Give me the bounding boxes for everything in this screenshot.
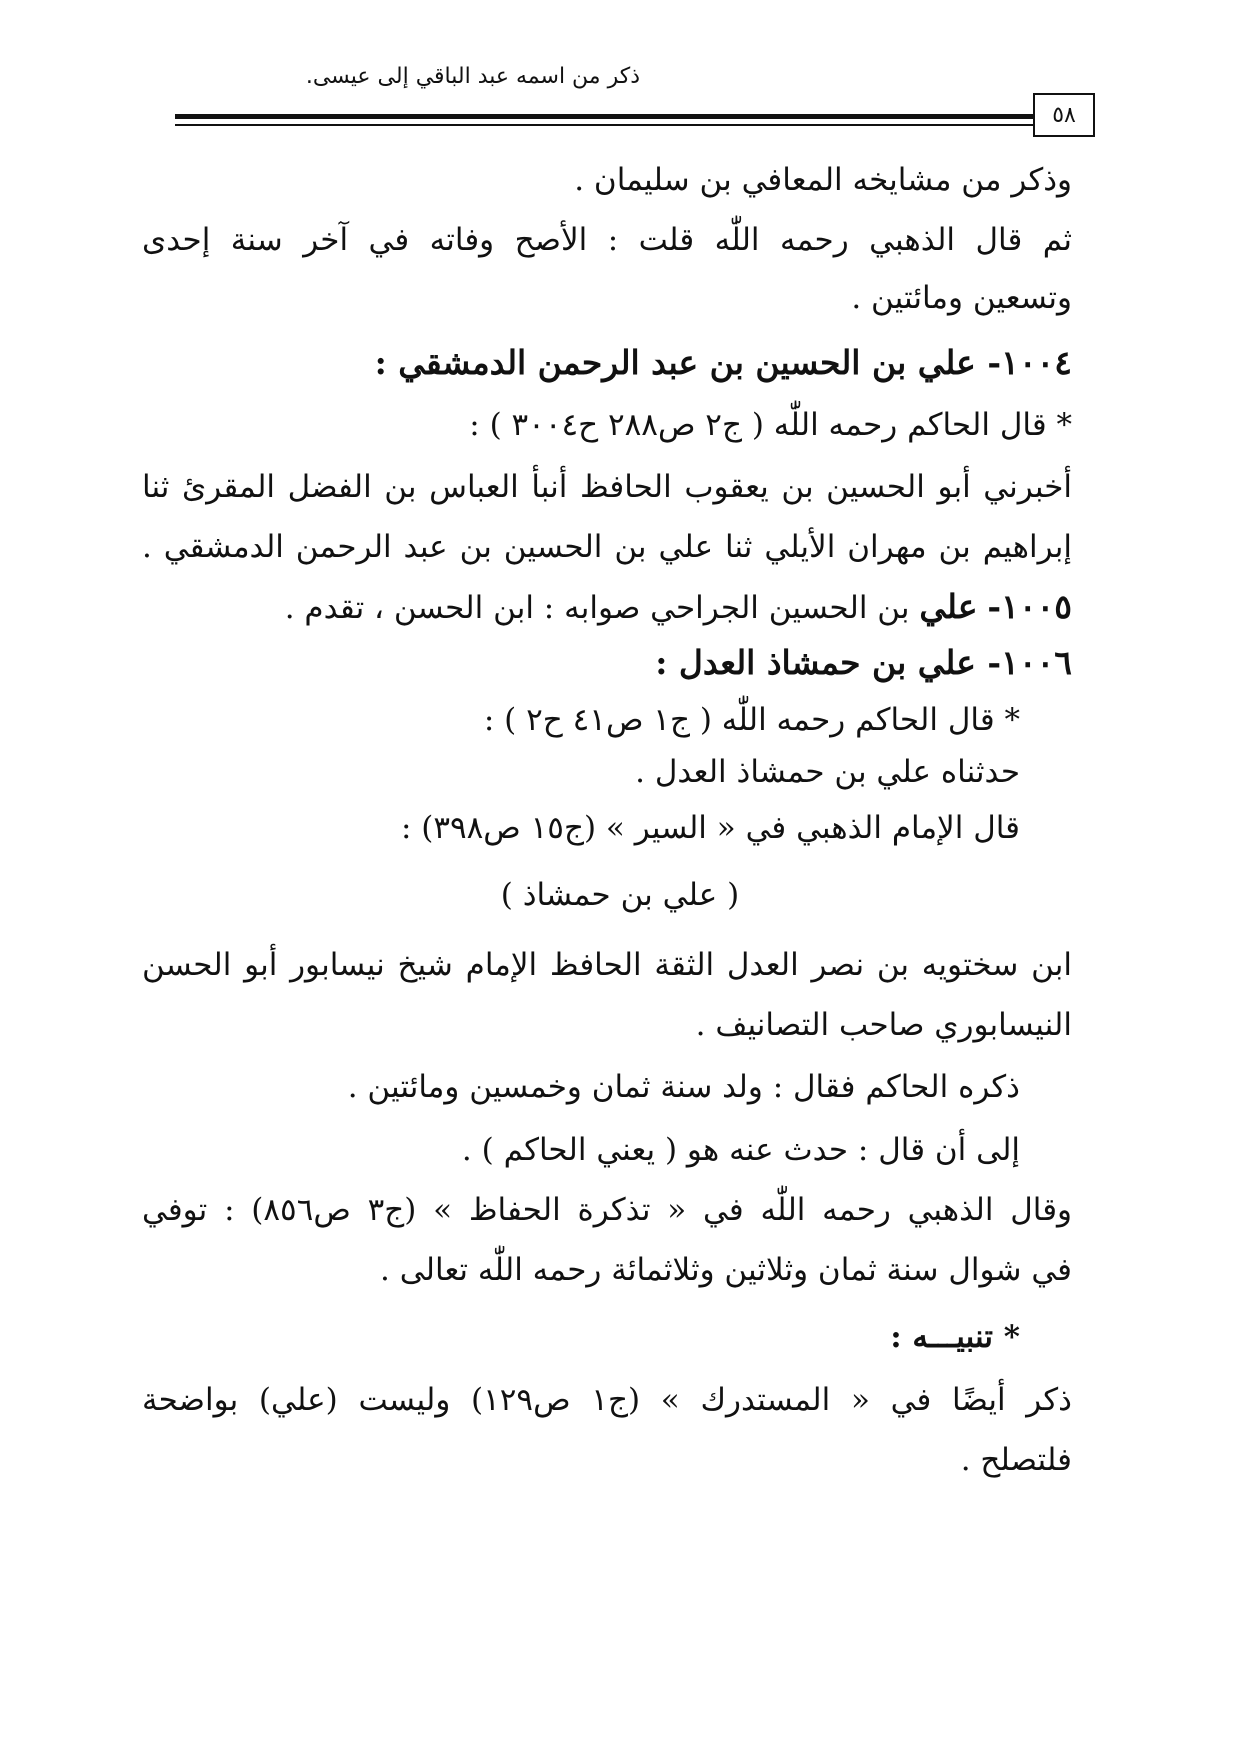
running-header-title: ذكر من اسمه عبد الباقي إلى عيسى. [305, 64, 640, 89]
header-rule-thin [175, 124, 1033, 126]
entry-1004-heading [375, 343, 1072, 383]
entry-text: بن الحسين الجراحي صوابه : ابن الحسن ، تقدم . [284, 590, 910, 626]
text-line-14: ابن سختويه بن نصر العدل الثقة الحافظ الإمام شيخ نيسابور أبو الحسن [142, 947, 1072, 983]
text-line-2: ثم قال الذهبي رحمه اللّٰه قلت : الأصح وفاته في آخر سنة إحدى [142, 222, 1072, 258]
note-heading: * تنبيـــه : [890, 1319, 1020, 1355]
entry-name: علي [919, 587, 978, 626]
text-line-13: ( علي بن حمشاذ ) [500, 877, 740, 913]
text-line-17: إلى أن قال : حدث عنه هو ( يعني الحاكم ) . [461, 1132, 1020, 1168]
text-line-1: وذكر من مشايخه المعافي بن سليمان . [574, 162, 1072, 198]
entry-title: علي بن حمشاذ العدل : [655, 643, 976, 682]
text-line-21: ذكر أيضًا في « المستدرك » (ج١ ص١٢٩) وليست (علي) بواضحة [142, 1382, 1072, 1418]
entry-1005-line [285, 587, 1072, 628]
text-line-6: أخبرني أبو الحسين بن يعقوب الحافظ أنبأ العباس بن الفضل المقرئ ثنا [142, 469, 1072, 505]
entry-number: ١٠٠٦- [987, 643, 1072, 682]
text-line-19: في شوال سنة ثمان وثلاثين وثلاثمائة رحمه اللّٰه تعالى . [380, 1252, 1072, 1288]
header-rule-thick [175, 114, 1033, 119]
text-line-15: النيسابوري صاحب التصانيف . [695, 1007, 1072, 1043]
text-line-3: وتسعين ومائتين . [851, 280, 1072, 316]
entry-number: ١٠٠٥- [987, 587, 1072, 626]
entry-title: علي بن الحسين بن عبد الرحمن الدمشقي : [374, 343, 976, 382]
text-line-7: إبراهيم بن مهران الأيلي ثنا علي بن الحسين بن عبد الرحمن الدمشقي . [142, 529, 1072, 565]
text-line-16: ذكره الحاكم فقال : ولد سنة ثمان وخمسين ومائتين . [347, 1069, 1020, 1105]
text-line-22: فلتصلح . [960, 1442, 1072, 1478]
text-line-11: حدثناه علي بن حمشاذ العدل . [635, 754, 1020, 790]
text-line-12: قال الإمام الذهبي في « السير » (ج١٥ ص٣٩٨) : [400, 810, 1020, 846]
entry-number: ١٠٠٤- [987, 343, 1072, 382]
text-line-5: * قال الحاكم رحمه اللّٰه ( ج٢ ص٢٨٨ ح٣٠٠٤ ) : [469, 407, 1072, 443]
page-number: ٥٨ [1033, 93, 1095, 137]
text-line-10: * قال الحاكم رحمه اللّٰه ( ج١ ص٤١ ح٢ ) : [483, 702, 1020, 738]
text-line-18: وقال الذهبي رحمه اللّٰه في « تذكرة الحفاظ » (ج٣ ص٨٥٦) : توفي [142, 1192, 1072, 1228]
entry-1006-heading [655, 643, 1072, 683]
